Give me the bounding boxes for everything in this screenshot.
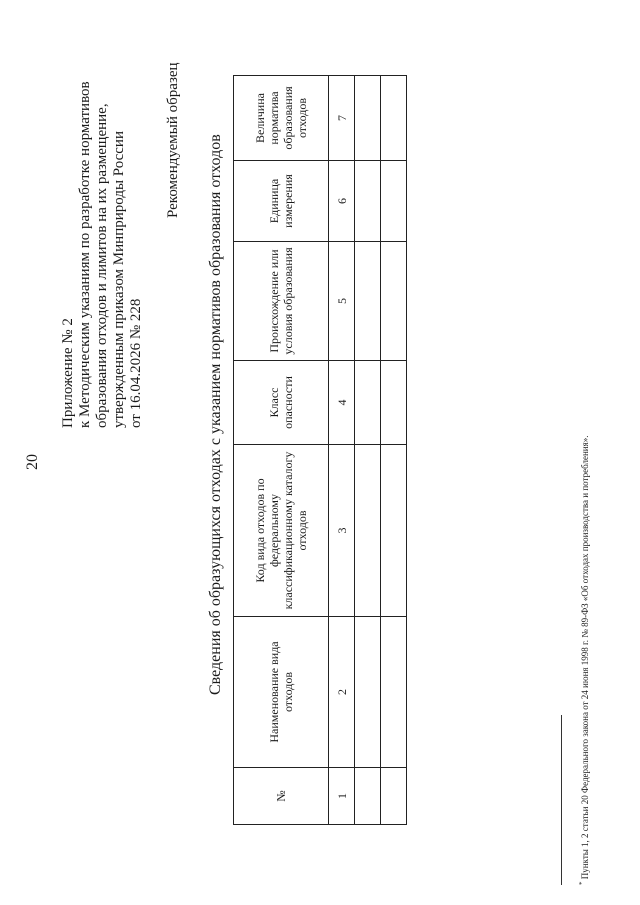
empty-cell [355,76,381,161]
appendix-line-2: к Методическим указаниям по разработке нормативов [77,81,93,428]
empty-cell [381,242,407,361]
table-title: Сведения об образующихся отходах с указанием нормативов образования отходов [207,134,224,695]
column-number-cell: 1 [329,768,355,825]
empty-cell [381,445,407,617]
footnote-divider [561,715,562,885]
appendix-header [60,81,145,428]
header-norm-value: Величина норматива образования отходов [234,76,329,161]
empty-table-row [355,76,381,825]
empty-cell [381,768,407,825]
page-number: 20 [24,454,41,470]
footnote [578,436,590,885]
footnote-text: Пункты 1, 2 статьи 20 Федерального закона от 24 июня 1998 г. № 89-ФЗ «Об отходах производства и потребления». [580,435,590,880]
header-origin: Происхождение или условия образования [234,242,329,361]
column-number-row [329,76,355,825]
column-number-cell: 2 [329,617,355,768]
empty-cell [355,361,381,445]
header-number: № [234,768,329,825]
appendix-line-5: от 16.04.2026 № 228 [128,298,144,428]
column-number-cell: 7 [329,76,355,161]
column-number-cell: 5 [329,242,355,361]
column-number-cell: 3 [329,445,355,617]
recommended-sample-label: Рекомендуемый образец [165,62,181,218]
empty-cell [381,161,407,242]
appendix-line-4: утвержденным приказом Минприроды России [111,131,127,428]
footnote-marker: * [578,881,586,885]
header-hazard-class: Класс опасности [234,361,329,445]
empty-cell [355,242,381,361]
empty-cell [355,617,381,768]
empty-cell [355,161,381,242]
column-number-cell: 4 [329,361,355,445]
empty-table-row [381,76,407,825]
appendix-line-3: образования отходов и лимитов на их размещение, [94,103,110,428]
header-unit: Единица измерения [234,161,329,242]
column-number-cell: 6 [329,161,355,242]
empty-cell [355,445,381,617]
empty-cell [381,617,407,768]
waste-data-table [233,75,407,825]
empty-cell [381,361,407,445]
empty-cell [381,76,407,161]
empty-cell [355,768,381,825]
header-waste-name: Наименование вида отходов [234,617,329,768]
table-header-row [234,76,329,825]
appendix-line-1: Приложение № 2 [60,318,76,428]
header-waste-code: Код вида отходов по федеральному классификационному каталогу отходов [234,445,329,617]
